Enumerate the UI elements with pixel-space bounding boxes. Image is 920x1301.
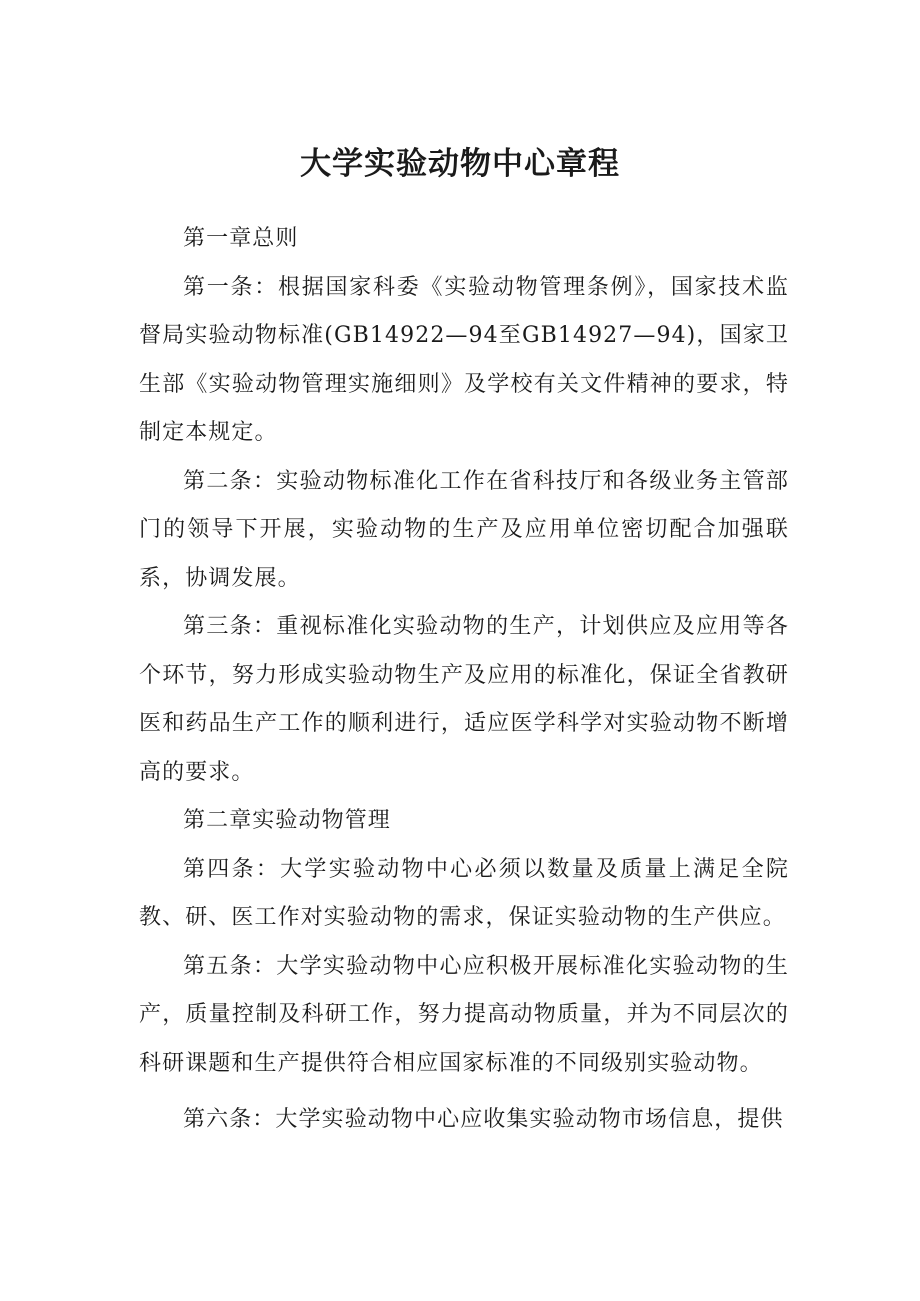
article-1: 第一条：根据国家科委《实验动物管理条例》，国家技术监督局实验动物标准(GB14922—94至GB14927—94)，国家卫生部《实验动物管理实施细则》及学校有关文件精神的要求，特制定本规定。 [139, 274, 789, 445]
document-body [139, 215, 789, 1145]
article-2: 第二条：实验动物标准化工作在省科技厅和各级业务主管部门的领导下开展，实验动物的生产及应用单位密切配合加强联系，协调发展。 [139, 468, 789, 591]
page-title: 大学实验动物中心章程 [300, 146, 620, 182]
article-4: 第四条：大学实验动物中心必须以数量及质量上满足全院教、研、医工作对实验动物的需求，保证实验动物的生产供应。 [139, 856, 789, 930]
article-3: 第三条：重视标准化实验动物的生产，计划供应及应用等各个环节，努力形成实验动物生产及应用的标准化，保证全省教研医和药品生产工作的顺利进行，适应医学科学对实验动物不断增高的要求。 [139, 614, 789, 785]
chapter-heading-2: 第二章实验动物管理 [183, 808, 391, 833]
article-5: 第五条：大学实验动物中心应积极开展标准化实验动物的生产，质量控制及科研工作，努力提高动物质量，并为不同层次的科研课题和生产提供符合相应国家标准的不同级别实验动物。 [139, 953, 789, 1076]
article-6: 第六条：大学实验动物中心应收集实验动物市场信息，提供 [183, 1107, 784, 1132]
chapter-heading-1: 第一章总则 [183, 226, 299, 251]
